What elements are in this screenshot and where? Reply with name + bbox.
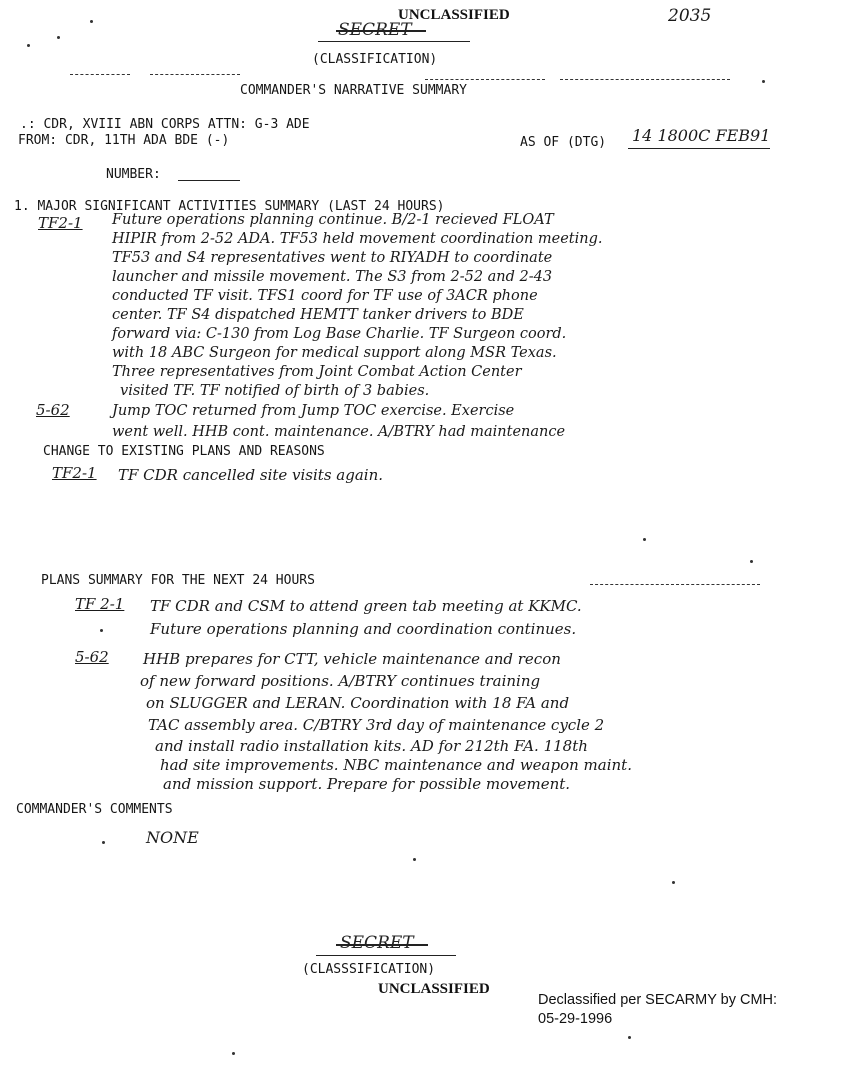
entry-line: Three representatives from Joint Combat Action Center [112,364,522,380]
scan-speck [90,20,93,23]
entry-unit-label: TF2-1 [38,214,83,232]
scan-dash-line [70,74,130,75]
entry-line: with 18 ABC Surgeon for medical support along MSR Texas. [112,345,557,361]
declassified-line-2: 05-29-1996 [538,1011,613,1027]
changes-heading: CHANGE TO EXISTING PLANS AND REASONS [43,444,325,459]
bullet-dot [102,841,105,844]
entry-line: had site improvements. NBC maintenance and weapon maint. [160,756,632,774]
as-of-value: 14 1800C FEB91 [632,126,771,145]
classification-line [318,41,470,42]
scan-speck [413,858,416,861]
entry-line: HIPIR from 2-52 ADA. TF53 held movement coordination meeting. [112,231,603,247]
classification-bottom-line [316,955,456,956]
from-line: FROM: CDR, 11TH ADA BDE (-) [18,133,230,148]
scan-speck [762,80,765,83]
as-of-underline [628,148,770,149]
secret-bottom-strike [336,944,428,946]
comments-heading: COMMANDER'S COMMENTS [16,802,173,817]
page-title: COMMANDER'S NARRATIVE SUMMARY [240,83,467,98]
entry-unit-label: 5-62 [36,401,70,419]
entry-unit-label: 5-62 [75,648,109,666]
scan-speck [672,881,675,884]
scan-speck [628,1036,631,1039]
entry-unit-label: TF2-1 [52,464,97,482]
secret-bottom-marking: SECRET [340,933,414,953]
scan-speck [57,36,60,39]
page-number: 2035 [668,6,712,26]
scan-speck [232,1052,235,1055]
entry-line: and mission support. Prepare for possible movement. [163,775,571,793]
number-label: NUMBER: [106,167,161,182]
entry-line: conducted TF visit. TFS1 coord for TF use of 3ACR phone [112,288,538,304]
entry-line: of new forward positions. A/BTRY continues training [140,672,541,690]
unclassified-top-marking: UNCLASSIFIED [398,7,510,23]
number-blank [178,180,240,181]
scan-dash-line [560,79,730,80]
entry-line: Jump TOC returned from Jump TOC exercise. Exercise [112,403,515,419]
scan-dash-line [590,584,760,585]
entry-line: TAC assembly area. C/BTRY 3rd day of maintenance cycle 2 [148,716,605,734]
secret-top-strike [336,30,426,32]
to-line: .: CDR, XVIII ABN CORPS ATTN: G-3 ADE [20,117,310,132]
section1-heading: 1. MAJOR SIGNIFICANT ACTIVITIES SUMMARY (LAST 24 HOURS) [14,199,445,214]
scan-speck [750,560,753,563]
entry-line: on SLUGGER and LERAN. Coordination with 18 FA and [146,694,570,712]
entry-line: Future operations planning continue. B/2-1 recieved FLOAT [112,212,554,228]
declassified-line-1: Declassified per SECARMY by CMH: [538,992,778,1008]
scan-dash-line [425,79,545,80]
scan-speck [27,44,30,47]
entry-line: forward via: C-130 from Log Base Charlie. TF Surgeon coord. [112,326,567,342]
scan-speck [643,538,646,541]
unclassified-bottom-marking: UNCLASSIFIED [378,981,490,997]
entry-line: went well. HHB cont. maintenance. A/BTRY had maintenance [112,424,566,440]
entry-line: visited TF. TF notified of birth of 3 babies. [120,383,430,399]
entry-line: center. TF S4 dispatched HEMTT tanker drivers to BDE [112,307,524,323]
entry-line: HHB prepares for CTT, vehicle maintenance and recon [143,650,561,668]
scan-dash-line [150,74,240,75]
as-of-label: AS OF (DTG) [520,135,607,150]
entry-line: TF53 and S4 representatives went to RIYADH to coordinate [112,250,553,266]
entry-line: launcher and missile movement. The S3 from 2-52 and 2-43 [112,269,553,285]
classification-label: (CLASSIFICATION) [312,52,438,67]
comments-value: NONE [146,828,199,847]
plans-heading: PLANS SUMMARY FOR THE NEXT 24 HOURS [41,573,315,588]
secret-top-marking: SECRET [338,20,412,40]
entry-line: TF CDR and CSM to attend green tab meeting at KKMC. [150,597,582,615]
bullet-dot [100,629,103,632]
entry-line: TF CDR cancelled site visits again. [118,466,384,484]
entry-line: Future operations planning and coordination continues. [150,620,577,638]
entry-unit-label: TF 2-1 [75,595,125,613]
entry-line: and install radio installation kits. AD for 212th FA. 118th [155,737,588,755]
classification-bottom-label: (CLASSSIFICATION) [302,962,436,977]
